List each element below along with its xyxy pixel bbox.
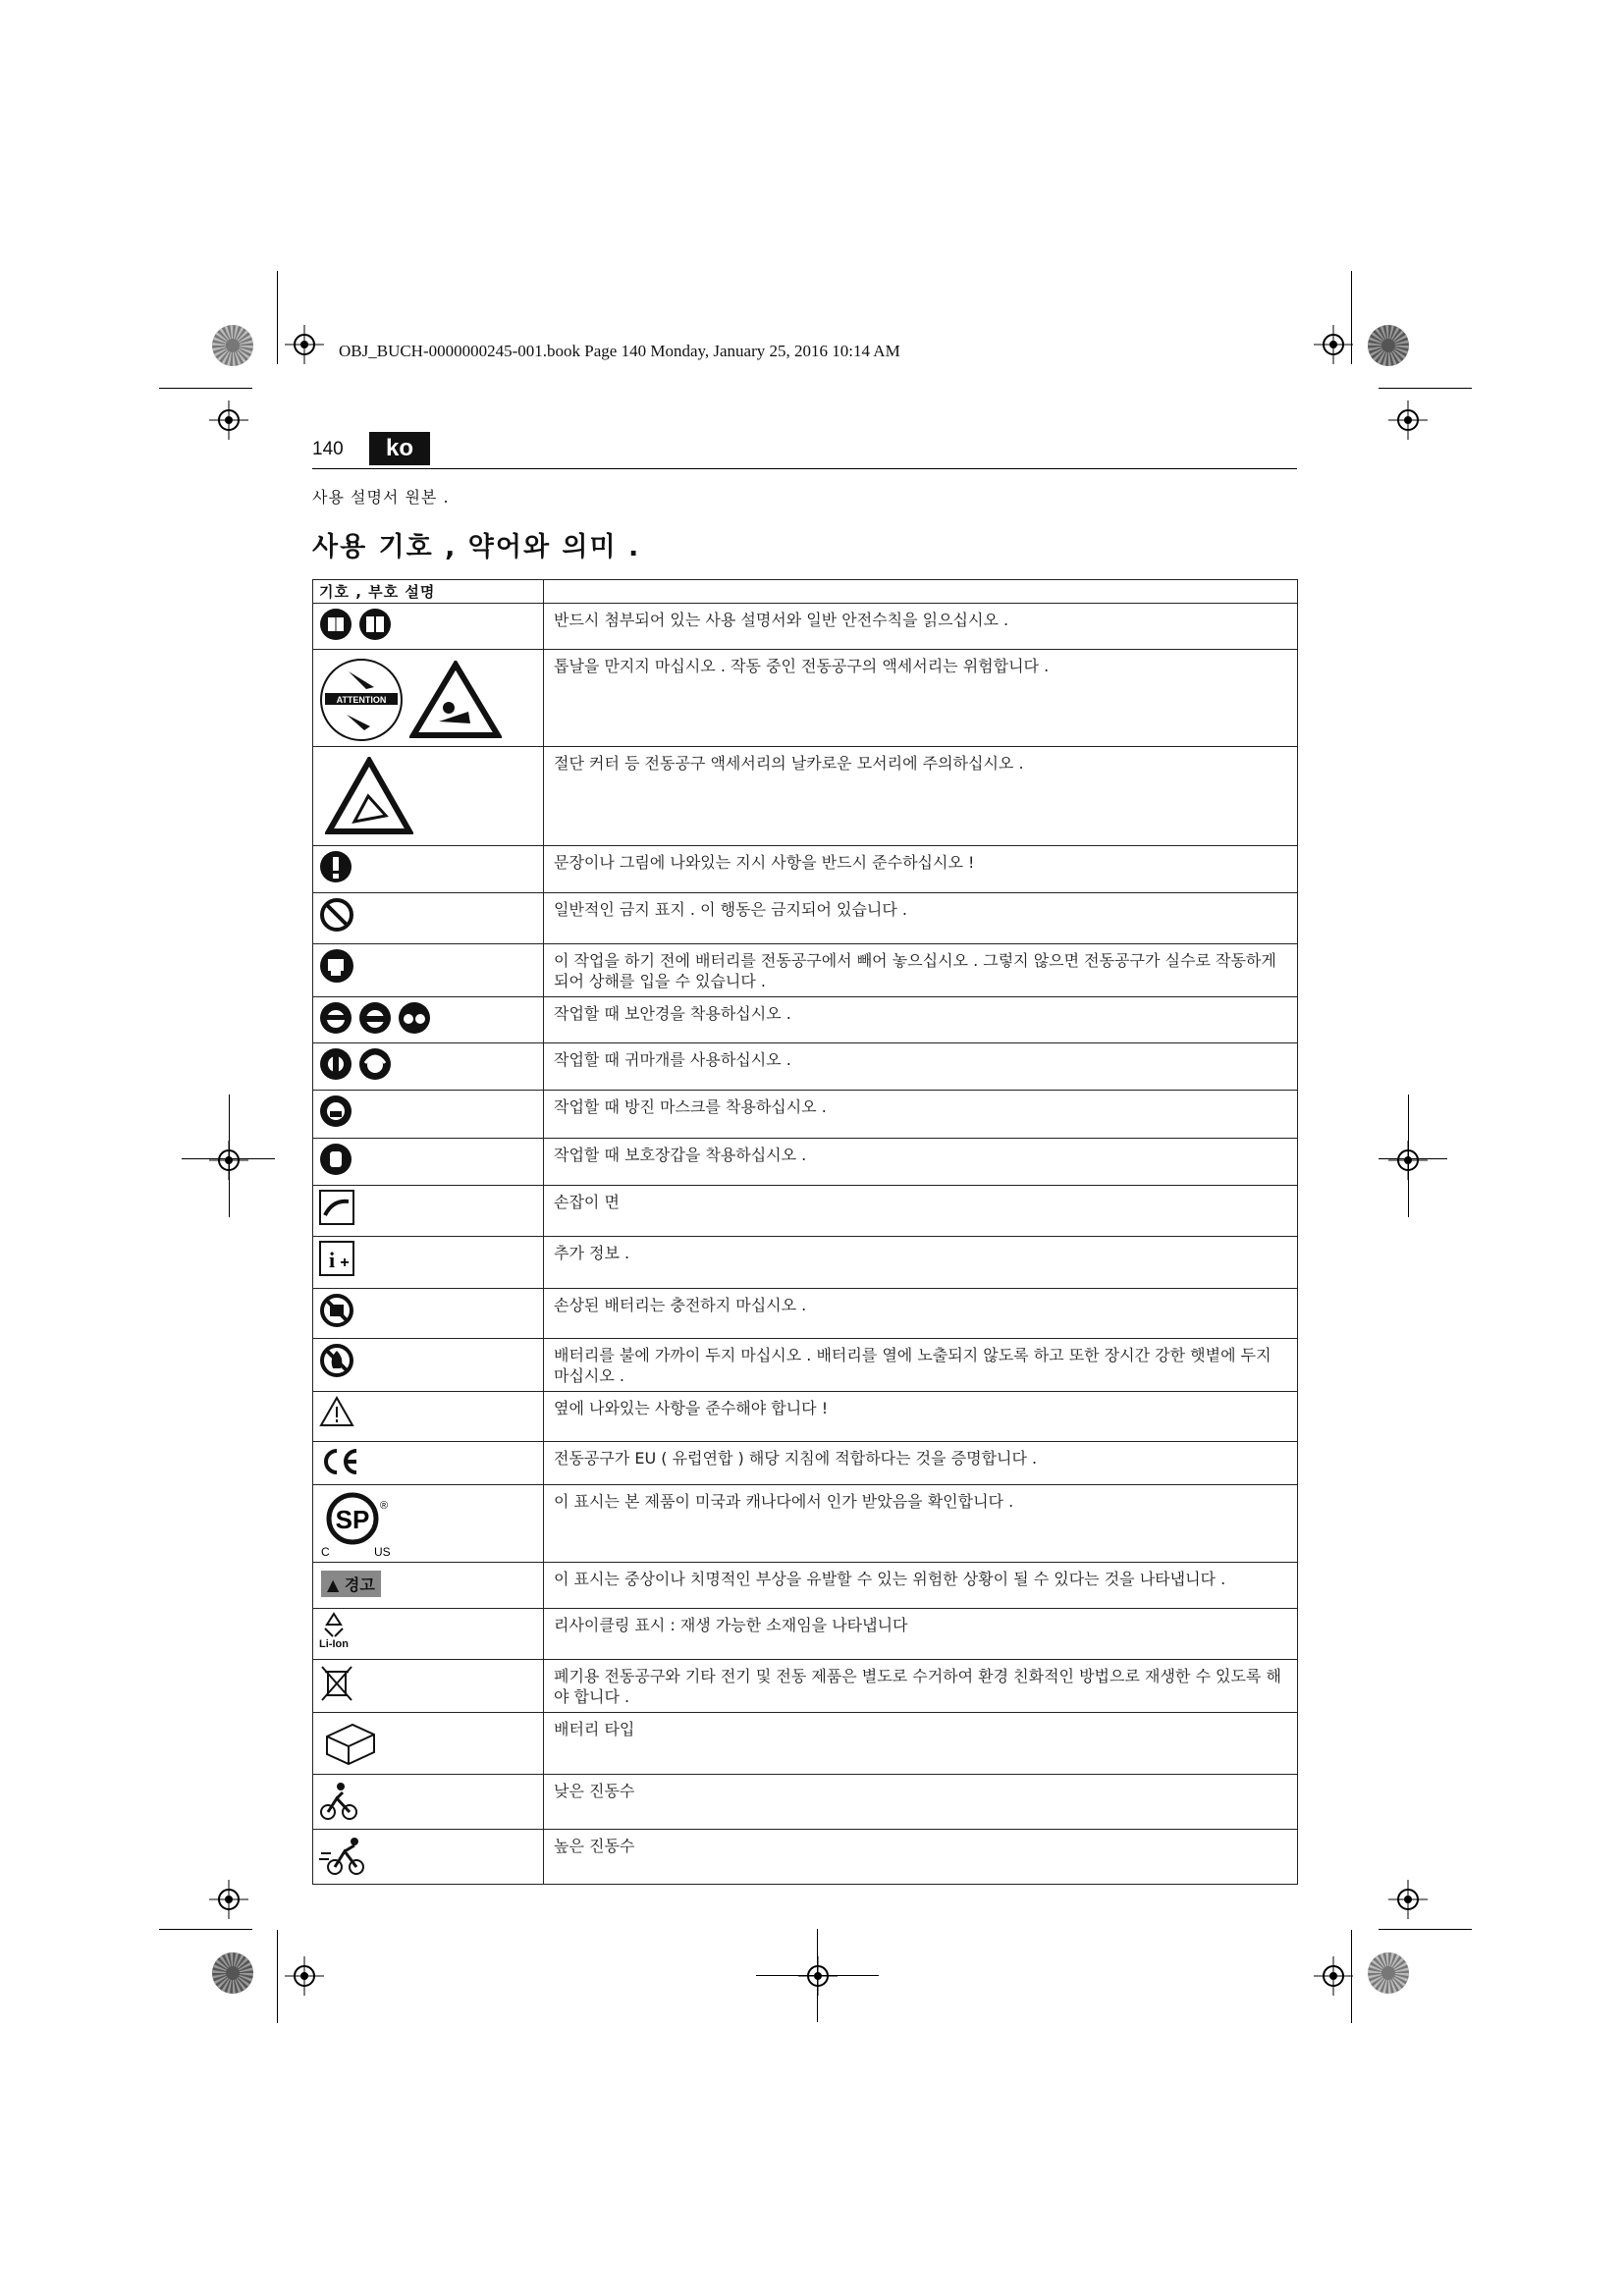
section-title: 사용 기호 , 약어와 의미 . bbox=[312, 532, 641, 562]
caution-triangle-icon bbox=[319, 1396, 354, 1427]
row-description: 손상된 배터리는 충전하지 마십시오 . bbox=[544, 1289, 1298, 1339]
document-subtitle: 사용 설명서 원본 . bbox=[312, 488, 450, 507]
face-shield-icon bbox=[319, 1001, 352, 1035]
color-bar-disk-icon bbox=[211, 1951, 254, 1995]
registration-mark-icon bbox=[1388, 1880, 1428, 1919]
row-description: 추가 정보 . bbox=[544, 1237, 1298, 1289]
table-row bbox=[313, 1186, 1298, 1237]
table-row bbox=[313, 1609, 1298, 1660]
row-description: 작업할 때 보안경을 착용하십시오 . bbox=[544, 997, 1298, 1043]
low-speed-bicycle-icon bbox=[319, 1779, 358, 1822]
table-header-cell: 기호 , 부호 설명 bbox=[313, 580, 544, 604]
attention-blade-icon bbox=[319, 658, 404, 742]
csa-mark-icon bbox=[319, 1489, 398, 1558]
row-description: 이 작업을 하기 전에 배터리를 전동공구에서 빼어 놓으십시오 . 그렇지 않으면 전동공구가 실수로 작동하게 되어 상해를 입을 수 있습니다 . bbox=[544, 944, 1298, 997]
table-row bbox=[313, 1139, 1298, 1186]
row-description: 일반적인 금지 표지 . 이 행동은 금지되어 있습니다 . bbox=[544, 893, 1298, 944]
color-bar-disk-icon bbox=[211, 324, 254, 367]
svg-text:ATTENTION: ATTENTION bbox=[336, 695, 387, 705]
crop-mark bbox=[277, 271, 278, 364]
row-description: 전동공구가 EU ( 유럽연합 ) 해당 지침에 적합하다는 것을 증명합니다 . bbox=[544, 1442, 1298, 1485]
remove-battery-icon bbox=[319, 948, 354, 984]
registration-mark-icon bbox=[285, 325, 324, 364]
svg-text:®: ® bbox=[380, 1500, 389, 1512]
manual-book-icon bbox=[358, 608, 392, 641]
flying-debris-warning-icon bbox=[409, 661, 502, 739]
row-description: 문장이나 그림에 나와있는 지시 사항을 반드시 준수하십시오 ! bbox=[544, 846, 1298, 893]
dust-mask-icon bbox=[319, 1095, 352, 1128]
svg-text:US: US bbox=[374, 1545, 391, 1558]
table-row bbox=[313, 1289, 1298, 1339]
crop-mark bbox=[277, 1930, 278, 2023]
row-description: 리사이클링 표시 : 재생 가능한 소재임을 나타냅니다 bbox=[544, 1609, 1298, 1660]
svg-text:+: + bbox=[340, 1255, 350, 1271]
safety-goggles-icon bbox=[358, 1001, 392, 1035]
high-speed-bicycle-icon bbox=[319, 1834, 370, 1877]
registration-mark-icon bbox=[1388, 400, 1428, 440]
ear-plugs-icon bbox=[319, 1047, 352, 1081]
table-row bbox=[313, 997, 1298, 1043]
table-row bbox=[313, 1713, 1298, 1775]
handle-surface-icon bbox=[319, 1190, 354, 1225]
row-description: 반드시 첨부되어 있는 사용 설명서와 일반 안전수칙을 읽으십시오 . bbox=[544, 604, 1298, 650]
ear-muffs-icon bbox=[358, 1047, 392, 1081]
row-description: 절단 커터 등 전동공구 액세서리의 날카로운 모서리에 주의하십시오 . bbox=[544, 747, 1298, 846]
row-description: 톱날을 만지지 마십시오 . 작동 중인 전동공구의 액세서리는 위험합니다 . bbox=[544, 650, 1298, 747]
row-description: 손잡이 면 bbox=[544, 1186, 1298, 1237]
ce-mark-icon bbox=[319, 1446, 362, 1477]
sharp-edge-warning-icon bbox=[325, 757, 413, 835]
registration-mark-icon bbox=[285, 1956, 324, 1996]
table-row bbox=[313, 1339, 1298, 1392]
color-bar-disk-icon bbox=[1367, 324, 1410, 367]
crop-mark bbox=[159, 1929, 252, 1930]
table-row bbox=[313, 1091, 1298, 1139]
row-description: 이 표시는 중상이나 치명적인 부상을 유발할 수 있는 위험한 상황이 될 수 있다는 것을 나타냅니다 . bbox=[544, 1563, 1298, 1609]
table-row bbox=[313, 650, 1298, 747]
warning-badge: ▲ 경고 bbox=[321, 1571, 381, 1597]
row-description: 옆에 나와있는 사항을 준수해야 합니다 ! bbox=[544, 1392, 1298, 1442]
table-row bbox=[313, 1485, 1298, 1563]
crop-mark bbox=[159, 388, 252, 389]
table-row bbox=[313, 1442, 1298, 1485]
crop-mark bbox=[1379, 388, 1472, 389]
row-description: 폐기용 전동공구와 기타 전기 및 전동 제품은 별도로 수거하여 환경 친화적인 방법으로 재생한 수 있도록 해야 합니다 . bbox=[544, 1660, 1298, 1713]
print-file-info: OBJ_BUCH-0000000245-001.book Page 140 Monday, January 25, 2016 10:14 AM bbox=[339, 342, 900, 360]
info-icon bbox=[319, 1241, 354, 1276]
table-row bbox=[313, 747, 1298, 846]
row-description: 이 표시는 본 제품이 미국과 캐나다에서 인가 받았음을 확인합니다 . bbox=[544, 1485, 1298, 1563]
table-row bbox=[313, 944, 1298, 997]
registration-mark-icon bbox=[1314, 325, 1353, 364]
table-row bbox=[313, 1043, 1298, 1091]
svg-text:C: C bbox=[321, 1545, 330, 1558]
table-row bbox=[313, 1830, 1298, 1885]
table-row bbox=[313, 1775, 1298, 1830]
row-description: 높은 진동수 bbox=[544, 1830, 1298, 1885]
page-number: 140 bbox=[312, 439, 344, 459]
row-description: 작업할 때 귀마개를 사용하십시오 . bbox=[544, 1043, 1298, 1091]
svg-text:SP: SP bbox=[335, 1505, 370, 1534]
svg-text:i: i bbox=[328, 1248, 336, 1272]
no-fire-battery-icon bbox=[319, 1343, 354, 1378]
row-description: 낮은 진동수 bbox=[544, 1775, 1298, 1830]
table-row bbox=[313, 1660, 1298, 1713]
mandatory-action-icon bbox=[319, 850, 352, 883]
weee-bin-icon bbox=[319, 1664, 354, 1703]
row-description: 배터리를 불에 가까이 두지 마십시오 . 배터리를 열에 노출되지 않도록 하고 또한 장시간 강한 햇볕에 두지 마십시오 . bbox=[544, 1339, 1298, 1392]
table-row bbox=[313, 1392, 1298, 1442]
protective-gloves-icon bbox=[319, 1143, 352, 1176]
symbols-table bbox=[312, 579, 1298, 1885]
language-tab: ko bbox=[369, 432, 430, 465]
registration-mark-icon bbox=[798, 1956, 838, 1996]
crop-mark bbox=[1379, 1929, 1472, 1930]
read-manual-icon bbox=[319, 608, 352, 641]
safety-glasses-icon bbox=[398, 1001, 431, 1035]
header-rule bbox=[312, 468, 1297, 469]
color-bar-disk-icon bbox=[1367, 1951, 1410, 1995]
row-description: 작업할 때 보호장갑을 착용하십시오 . bbox=[544, 1139, 1298, 1186]
recycling-icon bbox=[319, 1611, 349, 1638]
registration-mark-icon bbox=[1314, 1956, 1353, 1996]
table-row bbox=[313, 846, 1298, 893]
registration-mark-icon bbox=[209, 400, 248, 440]
table-row bbox=[313, 1563, 1298, 1609]
li-ion-label: Li-Ion bbox=[319, 1638, 349, 1650]
row-description: 배터리 타입 bbox=[544, 1713, 1298, 1775]
battery-type-icon bbox=[319, 1717, 378, 1768]
no-charge-damaged-battery-icon bbox=[319, 1293, 354, 1328]
table-row bbox=[313, 604, 1298, 650]
row-description: 작업할 때 방진 마스크를 착용하십시오 . bbox=[544, 1091, 1298, 1139]
prohibition-icon bbox=[319, 897, 354, 933]
table-row bbox=[313, 1237, 1298, 1289]
registration-mark-icon bbox=[209, 1880, 248, 1919]
table-row bbox=[313, 893, 1298, 944]
table-header-row bbox=[313, 580, 1298, 604]
